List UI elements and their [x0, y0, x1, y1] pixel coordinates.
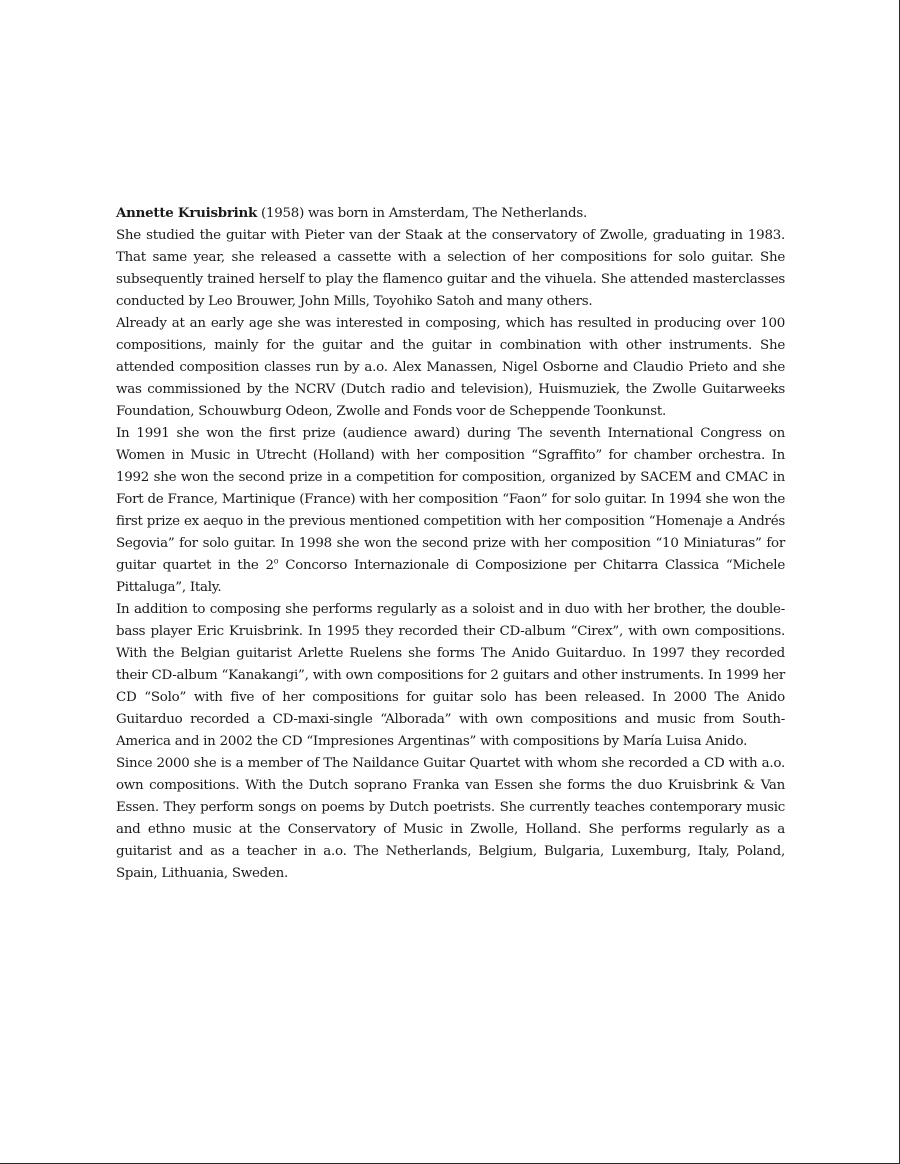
- composer-name: Annette Kruisbrink: [116, 205, 258, 221]
- bio-intro-rest: (1958) was born in Amsterdam, The Netherlands.: [257, 206, 587, 221]
- bio-paragraph-composing: Already at an early age she was interested in composing, which has resulted in producing over 100 compositions, mainly for the guitar and the guitar in combination with other instruments. She attended composition classes run by a.o. Alex Manassen, Nigel Osborne and Claudio Prieto and she was commissioned by the NCRV (Dutch radio and television), Huismuziek, the Zwolle Guitarweeks Foundation, Schouwburg Odeon, Zwolle and Fonds voor de Scheppende Toonkunst.: [116, 316, 785, 419]
- bio-prizes-text-a: In 1991 she won the first prize (audience award) during The seventh International Congress on Women in Music in Utrecht (Holland) with her composition “Sgraffito” for chamber orchestra. In 1992 she won the second prize in a competition for composition, organized by SACEM and CMAC in Fort de France, Martinique (France) with her composition “Faon” for solo guitar. In 1994 she won the first prize ex aequo in the previous mentioned competition with her composition “Homenaje a Andrés Segovia” for solo guitar. In 1998 she won the second prize with her composition “10 Miniaturas” for guitar quartet in the 2: [116, 426, 785, 573]
- bio-prizes-text-b: Concorso Internazionale di Composizione per Chitarra Classica “Michele Pittaluga”, Italy.: [116, 558, 785, 595]
- bio-paragraph-prizes: [116, 423, 785, 599]
- ordinal-superscript: o: [273, 556, 279, 566]
- biography-text: [116, 202, 785, 885]
- bio-paragraph-studies: She studied the guitar with Pieter van der Staak at the conservatory of Zwolle, graduating in 1983. That same year, she released a cassette with a selection of her compositions for solo guitar. She subsequently trained herself to play the flamenco guitar and the vihuela. She attended masterclasses conducted by Leo Brouwer, John Mills, Toyohiko Satoh and many others.: [116, 228, 785, 309]
- bio-paragraph-performing: In addition to composing she performs regularly as a soloist and in duo with her brother, the double-bass player Eric Kruisbrink. In 1995 they recorded their CD-album “Cirex”, with own compositions. With the Belgian guitarist Arlette Ruelens she forms The Anido Guitarduo. In 1997 they recorded their CD-album “Kanakangi”, with own compositions for 2 guitars and other instruments. In 1999 her CD “Solo” with five of her compositions for guitar solo has been released. In 2000 The Anido Guitarduo recorded a CD-maxi-single “Alborada” with own compositions and music from South-America and in 2002 the CD “Impresiones Argentinas” with compositions by María Luisa Anido.: [116, 602, 785, 749]
- bio-intro: [116, 202, 785, 225]
- bio-paragraph-ensembles: Since 2000 she is a member of The Naildance Guitar Quartet with whom she recorded a CD with a.o. own compositions. With the Dutch soprano Franka van Essen she forms the duo Kruisbrink & Van Essen. They perform songs on poems by Dutch poetrists. She currently teaches contemporary music and ethno music at the Conservatory of Music in Zwolle, Holland. She performs regularly as a guitarist and as a teacher in a.o. The Netherlands, Belgium, Bulgaria, Luxemburg, Italy, Poland, Spain, Lithuania, Sweden.: [116, 756, 785, 881]
